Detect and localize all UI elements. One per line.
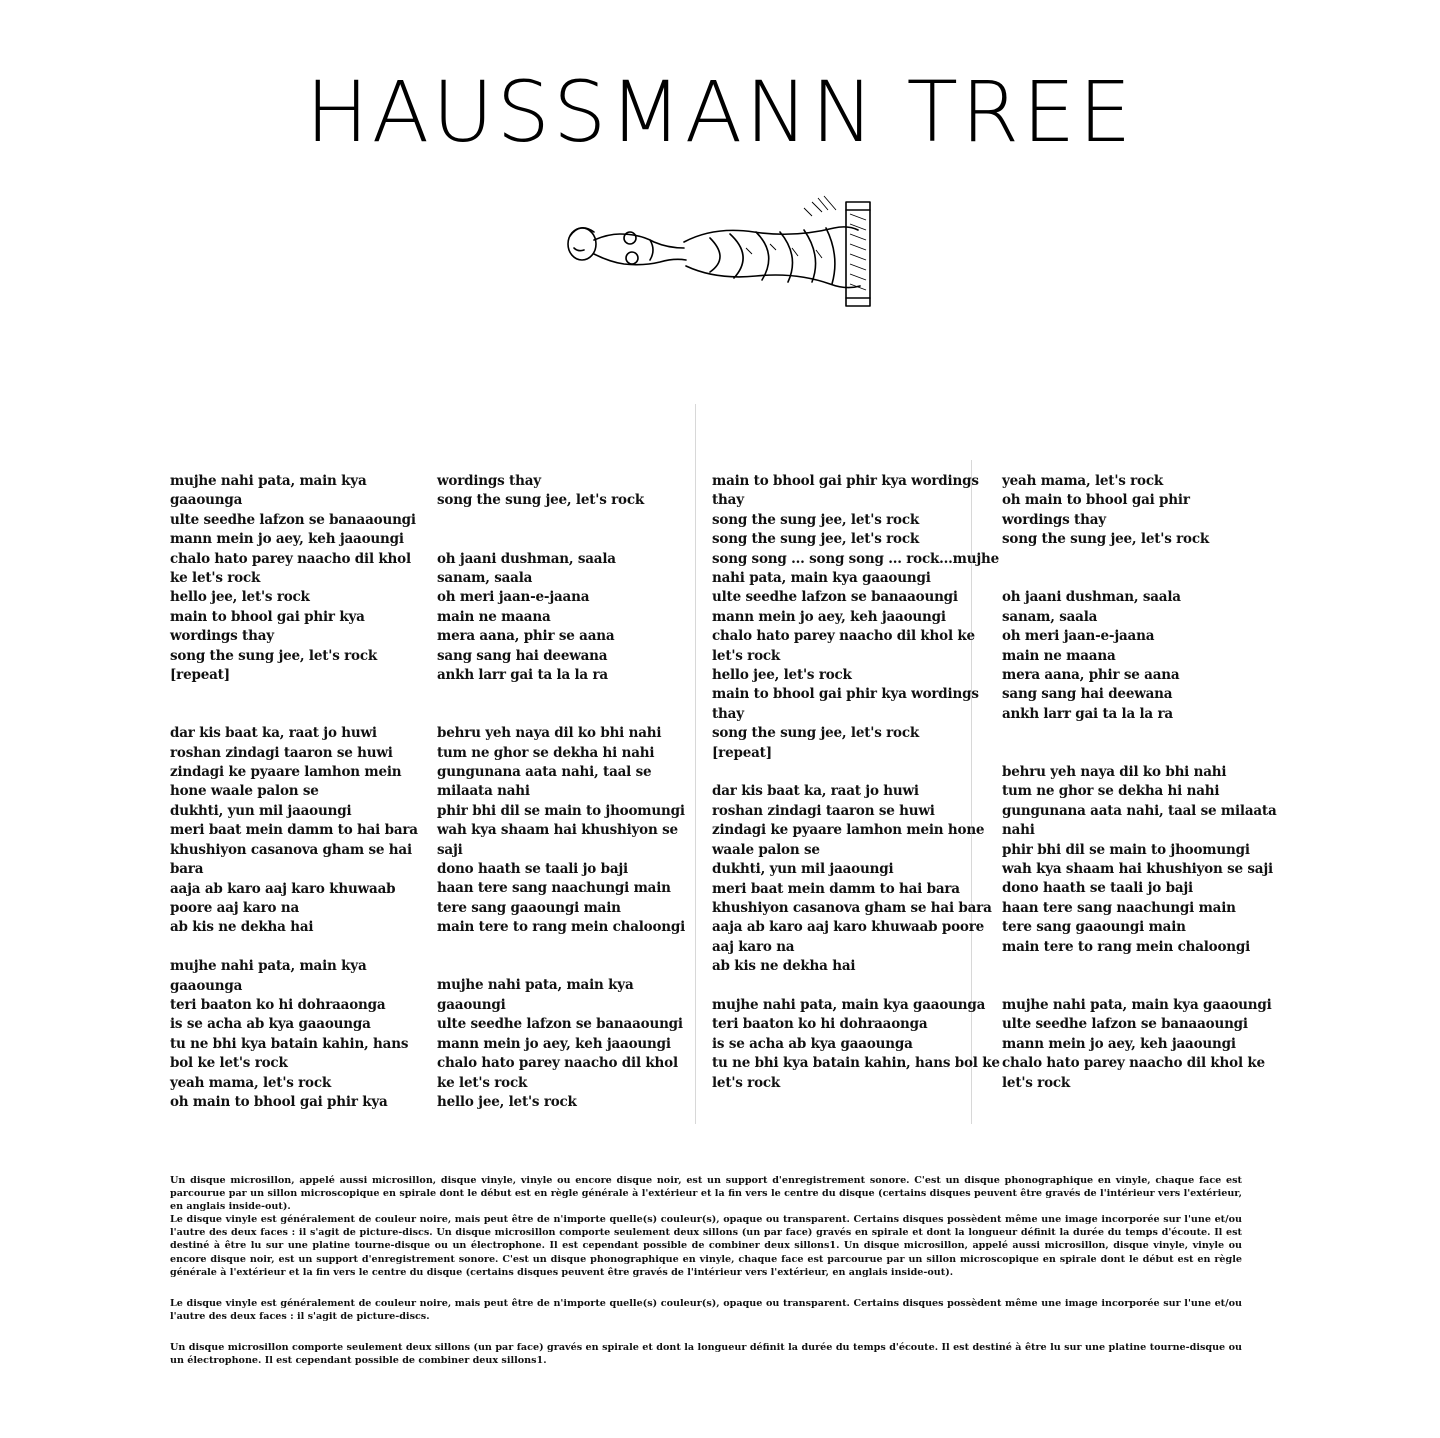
stanza-gap bbox=[437, 938, 685, 957]
lyric-line: yeah mama, let's rock bbox=[170, 1074, 332, 1091]
lyric-line: hello jee, let's rock bbox=[437, 1093, 577, 1110]
page-title: HAUSSMANN TREE bbox=[305, 63, 1135, 161]
stanza-gap bbox=[712, 977, 1000, 996]
lyric-line: mujhe nahi pata, main kya bbox=[170, 958, 367, 975]
lyric-line: ulte seedhe lafzon se banaaoungi bbox=[437, 1016, 683, 1033]
lyric-line: mann mein jo aey, keh jaaoungi bbox=[1002, 1035, 1236, 1052]
lyric-line: ulte seedhe lafzon se banaaoungi bbox=[170, 511, 416, 528]
stanza-gap bbox=[1002, 569, 1277, 588]
lyric-line: sang sang hai deewana bbox=[1002, 686, 1173, 703]
lyric-line: hone waale palon se bbox=[170, 783, 319, 800]
column-divider bbox=[695, 404, 696, 1124]
lyric-line: zindagi ke pyaare lamhon mein hone bbox=[712, 822, 985, 839]
lyric-line: chalo hato parey naacho dil khol ke bbox=[712, 628, 975, 645]
stanza-gap bbox=[170, 685, 418, 704]
lyric-line: [repeat] bbox=[170, 667, 230, 684]
lyric-line: behru yeh naya dil ko bhi nahi bbox=[437, 725, 662, 742]
lyric-line: main ne maana bbox=[1002, 647, 1116, 664]
lyric-line: oh meri jaan-e-jaana bbox=[437, 589, 590, 606]
lyric-line: waale palon se bbox=[712, 841, 820, 858]
lyric-line: hello jee, let's rock bbox=[170, 589, 310, 606]
stanza-gap bbox=[1002, 550, 1277, 569]
lyric-line: ankh larr gai ta la la ra bbox=[1002, 705, 1173, 722]
lyric-line: mera aana, phir se aana bbox=[437, 628, 615, 645]
lyric-line: song the sung jee, let's rock bbox=[712, 511, 920, 528]
lyric-line: song the sung jee, let's rock bbox=[1002, 531, 1210, 548]
lyric-line: is se acha ab kya gaaounga bbox=[712, 1035, 913, 1052]
lyric-line: wordings thay bbox=[1002, 511, 1106, 528]
lyric-line: oh jaani dushman, saala bbox=[1002, 589, 1181, 606]
lyric-line: is se acha ab kya gaaounga bbox=[170, 1016, 371, 1033]
lyric-line: chalo hato parey naacho dil khol bbox=[170, 550, 411, 567]
lyric-line: song the sung jee, let's rock bbox=[712, 531, 920, 548]
lyric-line: ankh larr gai ta la la ra bbox=[437, 667, 608, 684]
lyric-line: milaata nahi bbox=[437, 783, 530, 800]
lyric-line: meri baat mein damm to hai bara bbox=[170, 822, 418, 839]
lyric-line: oh main to bhool gai phir bbox=[1002, 492, 1190, 509]
lyric-line: bol ke let's rock bbox=[170, 1055, 288, 1072]
lyric-line: chalo hato parey naacho dil khol ke bbox=[1002, 1055, 1265, 1072]
lyric-line: sanam, saala bbox=[1002, 608, 1098, 625]
lyric-line: gungunana aata nahi, taal se milaata bbox=[1002, 802, 1277, 819]
lyric-line: dar kis baat ka, raat jo huwi bbox=[170, 725, 377, 742]
lyric-line: ulte seedhe lafzon se banaaoungi bbox=[712, 589, 958, 606]
footer-paragraph-1: Un disque microsillon, appelé aussi microsillon, disque vinyle, vinyle ou encore disque noir, est un support d'enregistrement sonore. C'est un disque phonographique en vinyle, chaque face est parcourue par un sillon microscopique en spirale dont le début est en règle générale à l'extérieur et la fin vers le centre du disque (certains disques peuvent être gravés de l'intérieur vers l'extérieur, en anglais inside-out). bbox=[170, 1175, 1242, 1213]
stanza-gap bbox=[1002, 957, 1277, 976]
lyric-line: tum ne ghor se dekha hi nahi bbox=[1002, 783, 1220, 800]
lyric-line: tere sang gaaoungi main bbox=[437, 899, 621, 916]
stanza-gap bbox=[437, 530, 685, 549]
lyric-line: tu ne bhi kya batain kahin, hans bbox=[170, 1035, 409, 1052]
lyric-line: tum ne ghor se dekha hi nahi bbox=[437, 744, 655, 761]
lyric-line: song the sung jee, let's rock bbox=[170, 647, 378, 664]
lyric-line: dukhti, yun mil jaaoungi bbox=[170, 802, 352, 819]
lyric-line: mujhe nahi pata, main kya gaaoungi bbox=[1002, 996, 1272, 1013]
lyric-line: gaaounga bbox=[170, 492, 243, 509]
lyric-line: main tere to rang mein chaloongi bbox=[1002, 938, 1251, 955]
lyric-line: gaaoungi bbox=[437, 996, 506, 1013]
lyric-line: phir bhi dil se main to jhoomungi bbox=[1002, 841, 1250, 858]
lyric-line: khushiyon casanova gham se hai bbox=[170, 841, 412, 858]
stanza-gap bbox=[437, 957, 685, 976]
stanza-gap bbox=[437, 511, 685, 530]
lyric-line: mann mein jo aey, keh jaaoungi bbox=[437, 1035, 671, 1052]
stanza-gap bbox=[170, 705, 418, 724]
lyric-line: roshan zindagi taaron se huwi bbox=[170, 744, 393, 761]
lyric-line: mera aana, phir se aana bbox=[1002, 667, 1180, 684]
lyric-line: meri baat mein damm to hai bara bbox=[712, 880, 960, 897]
lyric-line: let's rock bbox=[1002, 1074, 1071, 1091]
lyric-line: phir bhi dil se main to jhoomungi bbox=[437, 802, 685, 819]
lyric-line: mann mein jo aey, keh jaaoungi bbox=[170, 531, 404, 548]
lyric-line: song song ... song song ... rock...mujhe bbox=[712, 550, 1000, 567]
lyric-line: mujhe nahi pata, main kya bbox=[437, 977, 634, 994]
lyric-line: zindagi ke pyaare lamhon mein bbox=[170, 764, 402, 781]
lyric-line: aaja ab karo aaj karo khuwaab poore bbox=[712, 919, 985, 936]
lyric-line: teri baaton ko hi dohraaonga bbox=[170, 996, 386, 1013]
lyric-line: haan tere sang naachungi main bbox=[437, 880, 671, 897]
lyric-line: wah kya shaam hai khushiyon se saji bbox=[1002, 861, 1273, 878]
lyrics-column-1 bbox=[170, 472, 418, 1112]
lyric-line: thay bbox=[712, 705, 744, 722]
lyric-line: poore aaj karo na bbox=[170, 899, 300, 916]
stanza-gap bbox=[712, 763, 1000, 782]
lyric-line: main to bhool gai phir kya wordings bbox=[712, 686, 979, 703]
lyric-line: main tere to rang mein chaloongi bbox=[437, 919, 686, 936]
lyric-line: ulte seedhe lafzon se banaaoungi bbox=[1002, 1016, 1248, 1033]
footer-paragraph-4: Un disque microsillon comporte seulement deux sillons (un par face) gravés en spirale et dont la longueur définit la durée du temps d'écoute. Il est destiné à être lu sur une platine tourne-disque ou un électrophone. Il est cependant possible de combiner deux sillons1. bbox=[170, 1341, 1242, 1367]
lyric-line: gaaounga bbox=[170, 977, 243, 994]
lyric-line: song the sung jee, let's rock bbox=[437, 492, 645, 509]
lyric-line: oh meri jaan-e-jaana bbox=[1002, 628, 1155, 645]
lyric-line: yeah mama, let's rock bbox=[1002, 473, 1164, 489]
footer-paragraph-2: Le disque vinyle est généralement de couleur noire, mais peut être de n'importe quelle(s) couleur(s), opaque ou transparent. Certains disques possèdent même une image incorporée sur l'une et/ou l'autre des deux faces : il s'agit de picture-discs. Un disque microsillon comporte seulement deux sillons (un par face) gravés en spirale et dont la longueur définit la durée du temps d'écoute. Il est destiné à être lu sur une platine tourne-disque ou un électrophone. Il est cependant possible de combiner deux sillons1. Un disque microsillon, appelé aussi microsillon, disque vinyle, vinyle ou encore disque noir, est un support d'enregistrement sonore. C'est un disque phonographique en vinyle, chaque face est parcourue par un sillon microscopique en spirale dont le début est en règle générale à l'extérieur et la fin vers le centre du disque (certains disques peuvent être gravés de l'intérieur vers l'extérieur, en anglais inside-out). bbox=[170, 1214, 1242, 1278]
lyric-line: main to bhool gai phir kya wordings bbox=[712, 473, 979, 489]
lyric-line: ke let's rock bbox=[170, 570, 261, 587]
lyric-line: bara bbox=[170, 861, 204, 878]
lyric-line: dukhti, yun mil jaaoungi bbox=[712, 861, 894, 878]
lyric-line: khushiyon casanova gham se hai bara bbox=[712, 899, 992, 916]
lyric-line: ab kis ne dekha hai bbox=[712, 958, 856, 975]
lyric-line: ab kis ne dekha hai bbox=[170, 919, 314, 936]
lyric-line: oh main to bhool gai phir kya bbox=[170, 1093, 388, 1110]
lyric-line: nahi bbox=[1002, 822, 1035, 839]
lyric-line: tere sang gaaoungi main bbox=[1002, 919, 1186, 936]
stanza-gap bbox=[170, 938, 418, 957]
lyric-line: aaja ab karo aaj karo khuwaab bbox=[170, 880, 396, 897]
lyric-line: sanam, saala bbox=[437, 570, 533, 586]
lyric-line: gungunana aata nahi, taal se bbox=[437, 764, 652, 781]
stanza-gap bbox=[1002, 724, 1277, 743]
lyric-line: mujhe nahi pata, main kya bbox=[170, 473, 367, 489]
lyric-line: ke let's rock bbox=[437, 1074, 528, 1091]
lyric-line: song the sung jee, let's rock bbox=[712, 725, 920, 742]
lyric-line: thay bbox=[712, 492, 744, 509]
stanza-gap bbox=[1002, 744, 1277, 763]
lyric-line: saji bbox=[437, 841, 463, 858]
lyric-line: chalo hato parey naacho dil khol bbox=[437, 1055, 678, 1072]
lyric-line: aaj karo na bbox=[712, 938, 795, 955]
stanza-gap bbox=[437, 685, 685, 704]
stanza-gap bbox=[437, 705, 685, 724]
lyric-line: [repeat] bbox=[712, 744, 772, 761]
footer-paragraph-3: Le disque vinyle est généralement de couleur noire, mais peut être de n'importe quelle(s) couleur(s), opaque ou transparent. Certains disques possèdent même une image incorporée sur l'une et/ou l'autre des deux faces : il s'agit de picture-discs. bbox=[170, 1297, 1242, 1322]
lyrics-column-3 bbox=[712, 472, 1000, 1093]
lyric-line: dar kis baat ka, raat jo huwi bbox=[712, 783, 919, 800]
footer-text bbox=[170, 1174, 1242, 1367]
lyrics-column-2 bbox=[437, 472, 685, 1112]
lyric-line: dono haath se taali jo baji bbox=[437, 861, 628, 878]
lyric-line: teri baaton ko hi dohraaonga bbox=[712, 1016, 928, 1033]
stanza-gap bbox=[1002, 976, 1277, 995]
lyric-line: wordings thay bbox=[437, 473, 541, 489]
lyric-line: nahi pata, main kya gaaoungi bbox=[712, 570, 931, 587]
lyric-line: let's rock bbox=[712, 647, 781, 664]
lyric-line: wordings thay bbox=[170, 628, 274, 645]
lyric-line: wah kya shaam hai khushiyon se bbox=[437, 822, 678, 839]
lyric-line: dono haath se taali jo baji bbox=[1002, 880, 1193, 897]
lyrics-column-4 bbox=[1002, 472, 1277, 1093]
lyric-line: mujhe nahi pata, main kya gaaounga bbox=[712, 996, 986, 1013]
venus-statue-illustration bbox=[560, 192, 882, 316]
lyric-line: behru yeh naya dil ko bhi nahi bbox=[1002, 764, 1227, 781]
lyric-line: sang sang hai deewana bbox=[437, 647, 608, 664]
lyric-line: let's rock bbox=[712, 1074, 781, 1091]
lyric-line: haan tere sang naachungi main bbox=[1002, 899, 1236, 916]
lyric-line: roshan zindagi taaron se huwi bbox=[712, 802, 935, 819]
lyric-line: main ne maana bbox=[437, 608, 551, 625]
lyric-line: oh jaani dushman, saala bbox=[437, 550, 616, 567]
lyric-line: mann mein jo aey, keh jaaoungi bbox=[712, 608, 946, 625]
lyric-line: hello jee, let's rock bbox=[712, 667, 852, 684]
lyric-line: tu ne bhi kya batain kahin, hans bol ke bbox=[712, 1055, 1000, 1072]
lyric-line: main to bhool gai phir kya bbox=[170, 608, 365, 625]
